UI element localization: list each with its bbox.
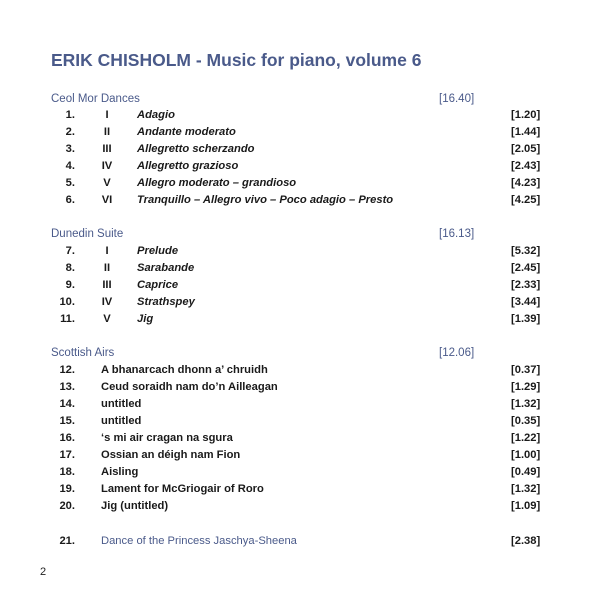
track-title: untitled bbox=[101, 398, 142, 410]
movement-numeral: III bbox=[102, 279, 112, 291]
track-number: 9. bbox=[65, 279, 75, 291]
track-row bbox=[0, 483, 597, 500]
movement-numeral: VI bbox=[101, 194, 113, 206]
movement-numeral: V bbox=[103, 177, 111, 189]
track-number: 18. bbox=[59, 466, 75, 478]
track-number: 15. bbox=[59, 415, 75, 427]
movement-numeral: I bbox=[105, 109, 109, 121]
track-duration: [2.43] bbox=[511, 160, 541, 172]
track-duration: [4.23] bbox=[511, 177, 541, 189]
track-number: 4. bbox=[65, 160, 75, 172]
section-heading: Scottish Airs bbox=[51, 347, 115, 359]
track-duration: [1.09] bbox=[511, 500, 541, 512]
track-row bbox=[0, 364, 597, 381]
track-duration: [2.33] bbox=[511, 279, 541, 291]
track-duration: [1.44] bbox=[511, 126, 541, 138]
track-duration: [5.32] bbox=[511, 245, 541, 257]
track-title: Allegretto grazioso bbox=[137, 160, 239, 172]
track-number: 5. bbox=[65, 177, 75, 189]
track-number: 6. bbox=[65, 194, 75, 206]
track-row bbox=[0, 432, 597, 449]
track-duration: [2.38] bbox=[511, 535, 541, 547]
track-number: 17. bbox=[59, 449, 75, 461]
track-title: Aisling bbox=[101, 466, 139, 478]
track-number: 2. bbox=[65, 126, 75, 138]
track-duration: [0.35] bbox=[511, 415, 541, 427]
track-title: A bhanarcach dhonn a’ chruidh bbox=[101, 364, 268, 376]
track-row bbox=[0, 177, 597, 194]
track-row bbox=[0, 126, 597, 143]
track-row bbox=[0, 143, 597, 160]
section-total-duration: [16.13] bbox=[439, 228, 475, 240]
movement-numeral: IV bbox=[101, 160, 113, 172]
movement-numeral: IV bbox=[101, 296, 113, 308]
track-row bbox=[0, 194, 597, 211]
track-row bbox=[0, 381, 597, 398]
track-duration: [3.44] bbox=[511, 296, 541, 308]
track-row bbox=[0, 466, 597, 483]
track-row bbox=[0, 313, 597, 330]
track-duration: [2.05] bbox=[511, 143, 541, 155]
track-number: 7. bbox=[65, 245, 75, 257]
track-number: 12. bbox=[59, 364, 75, 376]
track-duration: [1.32] bbox=[511, 483, 541, 495]
track-title: Jig (untitled) bbox=[101, 500, 169, 512]
track-duration: [4.25] bbox=[511, 194, 541, 206]
track-title: Ceud soraidh nam do’n Ailleagan bbox=[101, 381, 278, 393]
movement-numeral: II bbox=[103, 126, 111, 138]
page-number: 2 bbox=[40, 566, 47, 578]
track-number: 16. bbox=[59, 432, 75, 444]
movement-numeral: II bbox=[103, 262, 111, 274]
track-row bbox=[0, 279, 597, 296]
section-total-duration: [12.06] bbox=[439, 347, 475, 359]
section-total-duration: [16.40] bbox=[439, 93, 475, 105]
track-title: Caprice bbox=[137, 279, 179, 291]
track-duration: [2.45] bbox=[511, 262, 541, 274]
track-title: Prelude bbox=[137, 245, 179, 257]
movement-numeral: III bbox=[102, 143, 112, 155]
track-title: ‘s mi air cragan na sgura bbox=[101, 432, 233, 444]
movement-numeral: I bbox=[105, 245, 109, 257]
track-duration: [1.39] bbox=[511, 313, 541, 325]
movement-numeral: V bbox=[103, 313, 111, 325]
track-title: untitled bbox=[101, 415, 142, 427]
section-heading: Dunedin Suite bbox=[51, 228, 124, 240]
track-title: Jig bbox=[137, 313, 154, 325]
track-duration: [0.49] bbox=[511, 466, 541, 478]
track-title: Adagio bbox=[137, 109, 175, 121]
track-duration: [1.32] bbox=[511, 398, 541, 410]
track-duration: [1.00] bbox=[511, 449, 541, 461]
track-row bbox=[0, 296, 597, 313]
track-title: Lament for McGriogair of Roro bbox=[101, 483, 264, 495]
page-title: ERIK CHISHOLM - Music for piano, volume 6 bbox=[51, 50, 422, 70]
track-row-final bbox=[0, 535, 597, 552]
track-number: 14. bbox=[59, 398, 75, 410]
track-title: Strathspey bbox=[137, 296, 195, 308]
track-number: 3. bbox=[65, 143, 75, 155]
track-number: 1. bbox=[65, 109, 75, 121]
track-title: Sarabande bbox=[137, 262, 195, 274]
track-number: 8. bbox=[65, 262, 75, 274]
track-row bbox=[0, 245, 597, 262]
track-row bbox=[0, 415, 597, 432]
track-title: Allegro moderato – grandioso bbox=[137, 177, 297, 189]
track-number: 10. bbox=[59, 296, 75, 308]
track-number: 19. bbox=[59, 483, 75, 495]
track-title: Andante moderato bbox=[137, 126, 236, 138]
track-title: Ossian an déigh nam Fion bbox=[101, 449, 241, 461]
track-duration: [0.37] bbox=[511, 364, 541, 376]
track-duration: [1.20] bbox=[511, 109, 541, 121]
track-duration: [1.29] bbox=[511, 381, 541, 393]
track-number: 20. bbox=[59, 500, 75, 512]
track-row bbox=[0, 262, 597, 279]
track-number: 13. bbox=[59, 381, 75, 393]
track-row bbox=[0, 500, 597, 517]
track-row bbox=[0, 449, 597, 466]
track-row bbox=[0, 160, 597, 177]
track-row bbox=[0, 398, 597, 415]
track-title: Tranquillo – Allegro vivo – Poco adagio – Presto bbox=[137, 194, 394, 206]
track-title: Allegretto scherzando bbox=[137, 143, 255, 155]
track-row bbox=[0, 109, 597, 126]
track-duration: [1.22] bbox=[511, 432, 541, 444]
track-number: 21. bbox=[59, 535, 75, 547]
section-heading: Ceol Mor Dances bbox=[51, 93, 140, 105]
track-number: 11. bbox=[60, 313, 75, 325]
track-title: Dance of the Princess Jaschya-Sheena bbox=[101, 535, 297, 547]
